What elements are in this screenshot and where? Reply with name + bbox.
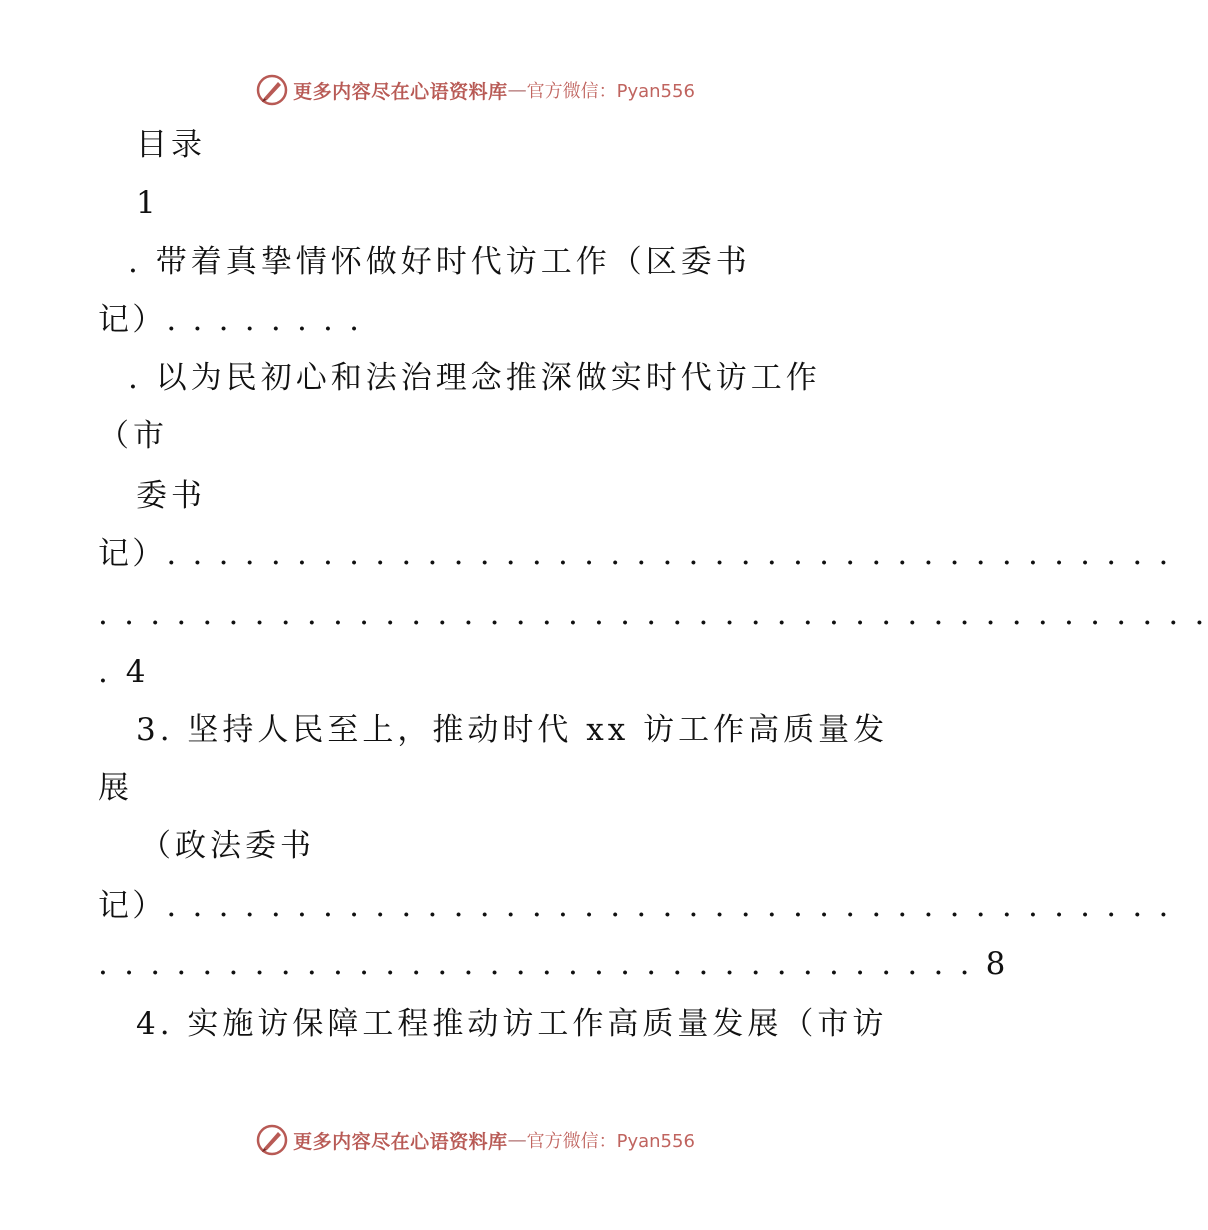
watermark-separator: — [507,79,527,101]
toc-line-12: （政法委书 [140,828,315,864]
toc-line-3: 记）. . . . . . . . [98,302,363,338]
toc-line-11: 展 [98,770,133,806]
pen-logo-icon [255,73,289,107]
footer-watermark [0,1120,950,1160]
toc-line-8: . . . . . . . . . . . . . . . . . . . . . . . . . . . . . . . . . . . . . . . . . . . [98,596,1208,632]
watermark-main-text: 更多内容尽在心语资料库 [293,80,508,103]
watermark-wechat-text: 官方微信：Pyan556 [526,1131,695,1152]
toc-title: 目录 [136,127,206,163]
toc-line-5: （市 [98,418,168,454]
toc-line-9: . 4 [98,654,150,690]
header-watermark [0,70,950,110]
toc-line-13: 记）. . . . . . . . . . . . . . . . . . . . . . . . . . . . . . . . . . . . . . . [98,888,1172,924]
pen-logo-icon [255,1123,289,1157]
toc-line-2: . 带着真挚情怀做好时代访工作（区委书 [128,244,751,280]
toc-line-1: 1 [136,185,160,221]
toc-line-10: 3. 坚持人民至上，推动时代 xx 访工作高质量发 [136,712,889,748]
toc-line-6: 委书 [136,478,206,514]
toc-line-7: 记）. . . . . . . . . . . . . . . . . . . . . . . . . . . . . . . . . . . . . . . [98,536,1172,572]
watermark-wechat-text: 官方微信：Pyan556 [526,81,695,102]
watermark-main-text: 更多内容尽在心语资料库 [293,1130,508,1153]
toc-line-15: 4. 实施访保障工程推动访工作高质量发展（市访 [136,1006,888,1042]
toc-line-4: . 以为民初心和法治理念推深做实时代访工作 [128,360,821,396]
toc-line-14: . . . . . . . . . . . . . . . . . . . . . . . . . . . . . . . . . . 8 [98,946,1009,982]
watermark-separator: — [507,1129,527,1151]
